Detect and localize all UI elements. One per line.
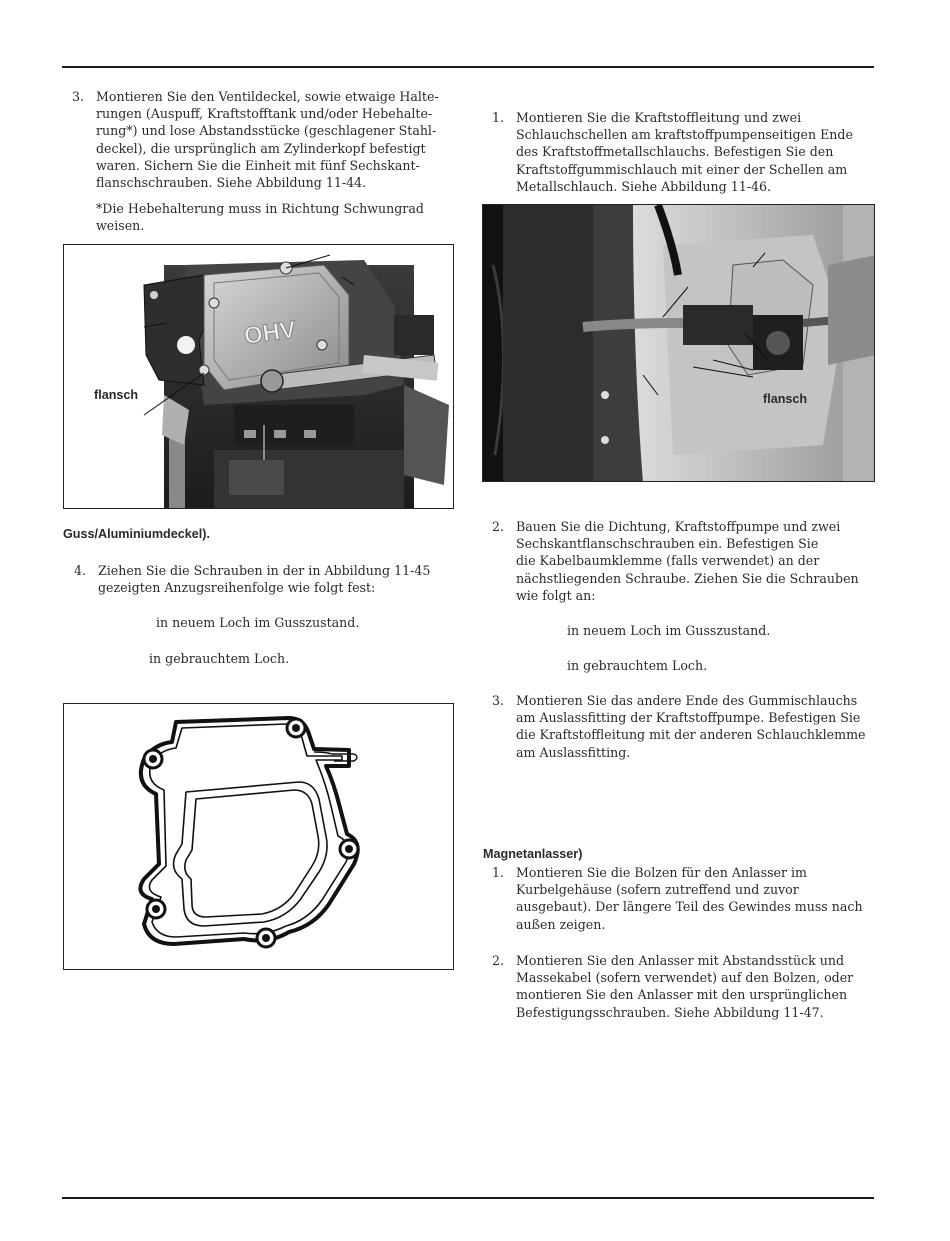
step-line: Befestigungsschrauben. Siehe Abbildung 11-47.: [516, 1004, 824, 1020]
note-line: weisen.: [96, 218, 145, 234]
step-number: 2.: [492, 519, 505, 534]
step-number: 4.: [74, 563, 87, 578]
step-line: waren. Sichern Sie die Einheit mit fünf Sechskant-: [96, 157, 420, 173]
step-line: gezeigten Anzugsreihenfolge wie folgt fest:: [98, 580, 376, 596]
step-line: Metallschlauch. Siehe Abbildung 11-46.: [516, 178, 772, 194]
step-line: Sechskantflanschschrauben ein. Befestigen Sie: [516, 536, 819, 552]
magnetanlasser-step-2: [492, 952, 872, 1021]
step-line: wie folgt an:: [516, 587, 596, 603]
fuel-pump-illustration: [483, 205, 875, 482]
note-line: *Die Hebehalterung muss in Richtung Schwungrad: [96, 201, 424, 217]
step-line: die Kabelbaumklemme (falls verwendet) an der: [516, 553, 820, 569]
step-line: die Kraftstoffleitung mit der anderen Schlauchklemme: [516, 727, 866, 743]
step-line: Kraftstoffgummischlauch mit einer der Schellen am: [516, 161, 848, 177]
step-number: 1.: [492, 865, 505, 880]
right-torque-used-hole: in gebrauchtem Loch.: [567, 658, 708, 673]
callout-flansch-left: flansch: [94, 388, 139, 402]
left-step-3: [72, 88, 452, 235]
step-line: Schlauchschellen am kraftstoffpumpenseitigen Ende: [516, 127, 853, 143]
step-line: ausgebaut). Der längere Teil des Gewindes muss nach: [516, 899, 863, 915]
step-line: des Kraftstoffmetallschlauchs. Befestigen Sie den: [516, 144, 834, 160]
valve-cover-outline-illustration: [64, 704, 454, 970]
left-torque-new-hole: in neuem Loch im Gusszustand.: [156, 615, 360, 630]
step-line: Montieren Sie den Anlasser mit Abstandsstück und: [516, 953, 845, 968]
right-step-1: [492, 109, 872, 195]
cover-stamp: OHV: [242, 316, 298, 351]
callout-flansch-right: flansch: [763, 392, 808, 406]
right-torque-new-hole: in neuem Loch im Gusszustand.: [567, 623, 771, 638]
step-line: montieren Sie den Anlasser mit den ursprünglichen: [516, 987, 848, 1003]
valve-cover-illustration: [64, 245, 454, 509]
figure-torque-sequence-drawing: [63, 703, 454, 970]
step-line: Montieren Sie die Bolzen für den Anlasser im: [516, 865, 807, 880]
step-line: rungen (Auspuff, Kraftstofftank und/oder Hebehalte-: [96, 106, 433, 122]
step-line: flanschschrauben. Siehe Abbildung 11-44.: [96, 175, 367, 191]
figure-caption-partial: Guss/Aluminiumdeckel).: [63, 527, 210, 541]
step-number: 2.: [492, 953, 505, 968]
step-number: 3.: [492, 693, 505, 708]
magnetanlasser-step-1: [492, 864, 872, 933]
bottom-rule: [62, 1197, 874, 1199]
left-torque-used-hole: in gebrauchtem Loch.: [149, 651, 290, 666]
step-line: Montieren Sie das andere Ende des Gummischlauchs: [516, 693, 858, 708]
step-line: nächstliegenden Schraube. Ziehen Sie die Schrauben: [516, 570, 859, 586]
left-step-4: [72, 562, 452, 596]
step-line: am Auslassfitting.: [516, 744, 631, 760]
step-line: deckel), die ursprünglich am Zylinderkopf befestigt: [96, 140, 426, 156]
right-step-3: [492, 692, 872, 761]
figure-valve-cover-photo: [63, 244, 454, 509]
step-number: 3.: [72, 89, 85, 104]
step-line: Montieren Sie den Ventildeckel, sowie etwaige Halte-: [96, 89, 439, 104]
step-line: am Auslassfitting der Kraftstoffpumpe. Befestigen Sie: [516, 710, 861, 726]
step-number: 1.: [492, 110, 505, 125]
section-heading-magnetanlasser: Magnetanlasser): [483, 847, 583, 861]
step-line: Montieren Sie die Kraftstoffleitung und zwei: [516, 110, 802, 125]
figure-fuel-pump-photo: [482, 204, 875, 482]
step-line: Ziehen Sie die Schrauben in der in Abbildung 11-45: [98, 563, 431, 578]
right-step-2: [492, 518, 872, 604]
step-line: Kurbelgehäuse (sofern zutreffend und zuvor: [516, 882, 799, 898]
step-line: Massekabel (sofern verwendet) auf den Bolzen, oder: [516, 970, 854, 986]
step-line: rung*) und lose Abstandsstücke (geschlagener Stahl-: [96, 123, 437, 139]
step-line: Bauen Sie die Dichtung, Kraftstoffpumpe und zwei: [516, 519, 841, 534]
top-rule: [62, 66, 874, 68]
step-line: außen zeigen.: [516, 916, 606, 932]
